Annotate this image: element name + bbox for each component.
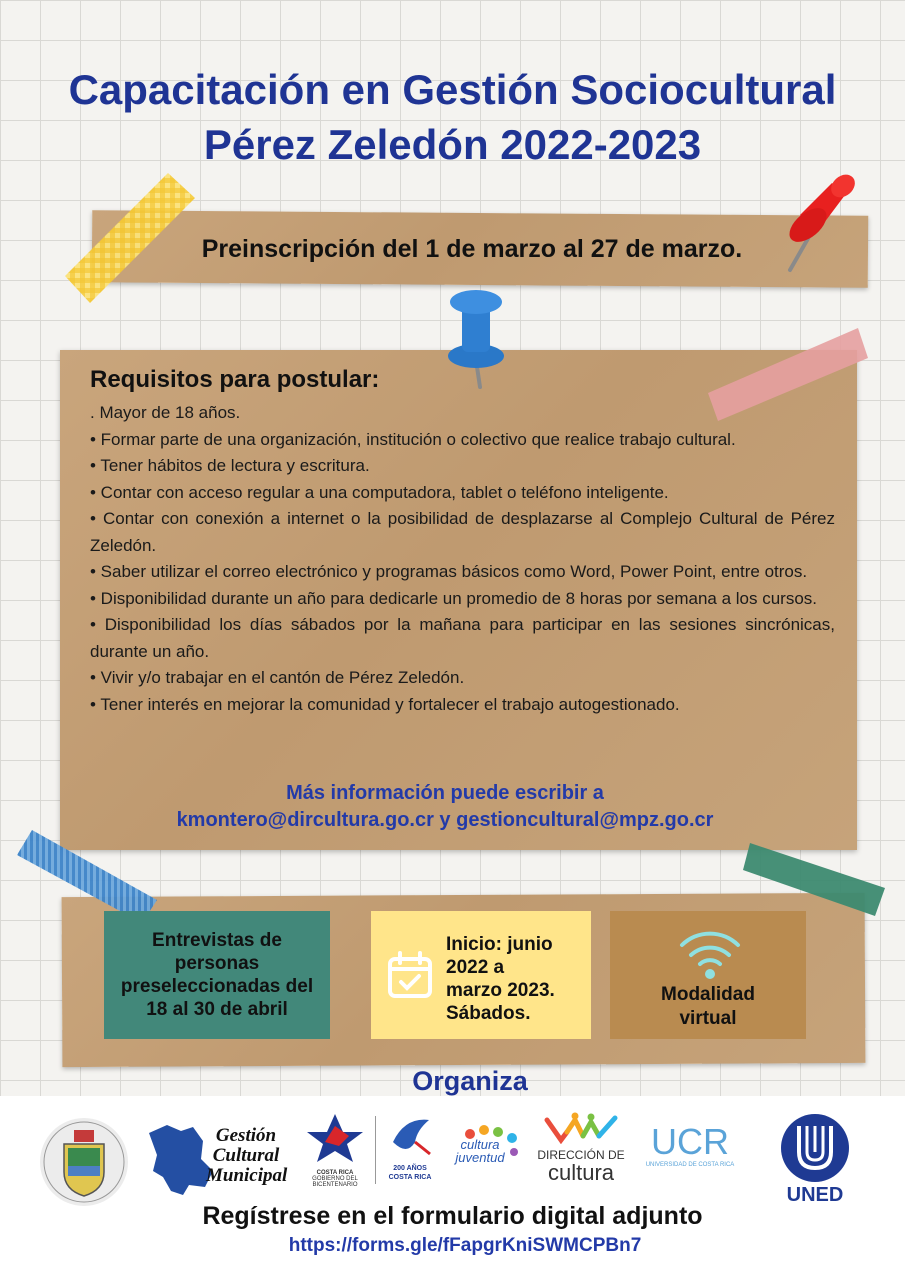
title-line-2: Pérez Zeledón 2022-2023 bbox=[203, 121, 702, 168]
list-item: • Formar parte de una organización, institución o colectivo que realice trabajo cultural. bbox=[90, 429, 736, 449]
blue-grid-tape bbox=[12, 825, 162, 925]
logo-text: Gestión bbox=[215, 1125, 277, 1146]
requirements-title: Requisitos para postular: bbox=[90, 366, 380, 393]
modality-text: Modalidad virtual bbox=[661, 984, 755, 1029]
logo-text: UNIVERSIDAD DE COSTA RICA bbox=[645, 1162, 735, 1168]
calendar-icon bbox=[387, 951, 433, 999]
list-item: • Contar con conexión a internet o la posibilidad de desplazarse al Complejo Cultural de Pérez Zeledón. bbox=[90, 509, 835, 555]
list-item: • Contar con acceso regular a una computadora, tablet o teléfono inteligente. bbox=[90, 482, 669, 502]
logo-text: DIRECCIÓN DE bbox=[537, 1148, 625, 1162]
logo-text: GOBIERNO DEL BICENTENARIO bbox=[312, 1176, 358, 1188]
anios-logo bbox=[378, 1164, 442, 1182]
list-item: • Disponibilidad los días sábados por la mañana para participar en las sesiones sincrónicas, durante un año. bbox=[90, 615, 835, 661]
hummingbird-icon bbox=[385, 1112, 435, 1162]
logo-text: cultura bbox=[547, 1160, 615, 1185]
bicentenario-logo bbox=[296, 1170, 374, 1188]
logo-text: Municipal bbox=[206, 1165, 288, 1186]
register-text: Regístrese en el formulario digital adjunto bbox=[202, 1202, 703, 1230]
logo-text: Cultural bbox=[212, 1145, 280, 1166]
logo-text: UCR bbox=[651, 1121, 729, 1162]
gestion-cultural-logo bbox=[206, 1126, 286, 1186]
preinscription-text: Preinscripción del 1 de marzo al 27 de marzo. bbox=[201, 235, 743, 263]
interviews-text: Entrevistas de personas preseleccionadas del 18 al 30 de abril bbox=[120, 930, 314, 1020]
direccion-cultura-logo bbox=[536, 1148, 626, 1184]
more-info-label: Más información puede escribir a bbox=[286, 782, 604, 804]
cultura-juventud-logo bbox=[440, 1138, 520, 1164]
page-title bbox=[0, 62, 905, 172]
logo-divider bbox=[375, 1116, 376, 1184]
interviews-box bbox=[104, 911, 330, 1039]
list-item: • Vivir y/o trabajar en el cantón de Pérez Zeledón. bbox=[90, 668, 465, 687]
more-info bbox=[60, 780, 830, 834]
blue-pushpin-icon bbox=[440, 282, 515, 390]
logo-text: COSTA RICA bbox=[316, 1170, 354, 1176]
bicentenario-star-icon bbox=[305, 1112, 365, 1164]
contact-emails[interactable]: kmontero@dircultura.go.cr y gestioncultural@mpz.go.cr bbox=[176, 809, 714, 831]
logo-text: juventud bbox=[455, 1150, 505, 1165]
municipal-seal-logo bbox=[38, 1116, 130, 1208]
uned-logo: UNED bbox=[786, 1184, 844, 1206]
list-item: • Disponibilidad durante un año para dedicarle un promedio de 8 horas por semana a los cursos. bbox=[90, 588, 818, 608]
organiza-heading: Organiza bbox=[412, 1066, 528, 1096]
wifi-icon bbox=[676, 921, 744, 981]
requirements-list bbox=[90, 400, 835, 718]
uned-logo-icon bbox=[777, 1112, 853, 1184]
start-date-text: Inicio: junio 2022 a marzo 2023. Sábados. bbox=[446, 934, 555, 1024]
list-item: • Tener interés en mejorar la comunidad y fortalecer el trabajo autogestionado. bbox=[90, 694, 680, 714]
logo-text: cultura bbox=[460, 1137, 500, 1152]
modality-box bbox=[610, 911, 806, 1039]
list-item: • Saber utilizar el correo electrónico y programas básicos como Word, Power Point, entre otros. bbox=[90, 562, 808, 581]
red-pushpin-icon bbox=[770, 165, 865, 280]
start-date-box bbox=[371, 911, 591, 1039]
form-link[interactable]: https://forms.gle/fFapgrKniSWMCPBn7 bbox=[288, 1235, 642, 1256]
list-item: • Tener hábitos de lectura y escritura. bbox=[90, 456, 370, 475]
logo-text: 200 AÑOS bbox=[393, 1165, 427, 1172]
direccion-cultura-figures-icon bbox=[543, 1112, 619, 1144]
logo-text: COSTA RICA bbox=[388, 1174, 432, 1181]
title-line-1: Capacitación en Gestión Sociocultural bbox=[68, 66, 837, 113]
ucr-logo bbox=[640, 1122, 740, 1168]
list-item: . Mayor de 18 años. bbox=[90, 403, 241, 422]
